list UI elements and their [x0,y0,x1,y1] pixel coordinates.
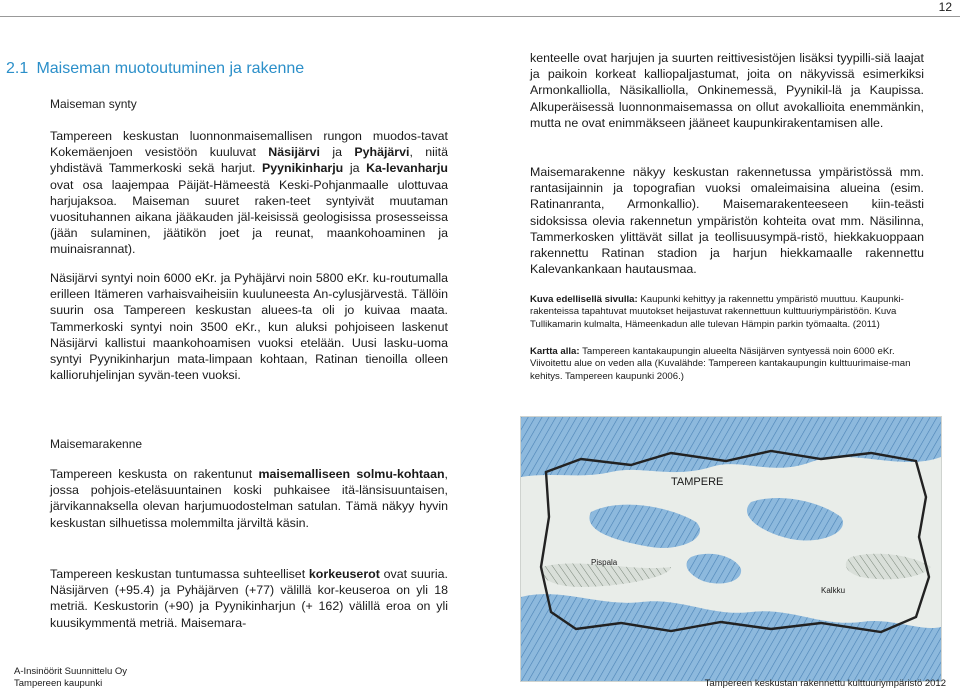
map-label-pispala: Pispala [591,558,618,567]
paragraph-maiseman-synty [50,128,448,258]
caption-previous-page-image [530,294,924,331]
historical-map-image [520,416,942,682]
paragraph-kallioalueet: kenteelle ovat harjujen ja suurten reittivesistöjen lisäksi tyypilli-siä laajat ja paikoin korkeat kalliopaljastumat, joita on näkyvissä esimerkiksi Armonkalliolla, Näsikalliolla, Onkinemessä, Pyynikil-lä ja Kaupissa. Alkuperäisessä luonnonmaisemassa on ollut avokallioita enemmänkin, mutta ne ovat enimmäkseen jääneet kaupunkirakentamisen alle. [530,51,924,130]
bold-text: Näsijärvi [268,145,320,160]
bold-text: Pyhäjärvi [354,145,410,160]
text-span: , jossa pohjois-eteläsuuntainen koski puhkaisee itä-länsisuuntaisen, järvikannaksella olevan harjumuodostelman satulan. Tämä näkyy hyvin keskustan silhuetissa molemmilta järviltä käsin. [50,467,448,530]
footer-company: A-Insinöörit Suunnittelu Oy [14,666,128,677]
text-span: ovat suuria. Näsijärven (+95.4) ja Pyhäjärven (+77) välillä kor-keuseroa on yli 18 metriä. Keskustorin (+90) ja Pyynikinharjun (+ 162) välillä eroa on yli kuusikymmentä metriä. Maisemara- [50,567,448,630]
section-heading [6,60,304,78]
top-divider [0,16,960,17]
map-illustration [521,417,941,681]
bold-text: Ka-levanharju [366,161,449,176]
subheading-maiseman-synty: Maiseman synty [50,97,137,111]
text-span: Tampereen keskustan luonnonmaisemallisen rungon muodos-tavat Kokemäenjoen vesistöön kuuluvat [50,129,448,160]
bold-text: maisemalliseen solmu-kohtaan [258,467,445,481]
bold-text: Pyynikinharju [262,161,344,176]
paragraph-korkeuserot [50,566,448,631]
text-span: ovat osa laajempaa Päijät-Hämeestä Keski-Pohjanmaalle ulottuvaa harjujaksoa. Maiseman suuret raken-teet syntyivät muutaman vuosituhannen aikana jääkauden jäl-keisissä geologisissa prosesseissa (jään sulaminen, jäätikön joet ja reunat, maankohoaminen ja muinaisrannat). [50,177,448,257]
footer-left [14,666,127,690]
map-label-tampere: TAMPERE [671,476,724,488]
text-span: Tampereen keskusta on rakentunut [50,467,259,481]
page-number: 12 [938,0,952,14]
footer-document-title: Tampereen keskustan rakennettu kulttuuriympäristö 2012 [704,678,946,689]
caption-text: Tampereen kantakaupungin alueelta Näsijärven syntyessä noin 6000 eKr. Viivoitettu alue on veden alla (Kuvalähde: Tampereen kantakaupungin kulttuurimaise-man kehitys. Tampereen kaupunki 2006.) [530,346,911,382]
section-number: 2.1 [6,60,29,77]
section-title: Maiseman muotoutuminen ja rakenne [36,60,305,77]
map-label-kalkku: Kalkku [821,586,846,595]
subheading-maisemarakenne: Maisemarakenne [50,437,143,451]
caption-title: Kuva edellisellä sivulla: [530,294,638,305]
paragraph-nasijarvi: Näsijärvi syntyi noin 6000 eKr. ja Pyhäjärvi noin 5800 eKr. ku-routumalla erilleen Itämeren varhaisvaiheisiin kuuluneesta An-cylusjärvestä. Tällöin suurin osa Tampereen keskustan aluees-ta oli jo kuivaa maata. Tammerkoski syntyi noin 3500 eKr., kun aluksi pohjoiseen laskenut Näsijärvi kallistui maankohoamisen vuoksi etelään. Uusi lasku-uoma syntyi Pyynikinharjun mata-limpaan kohtaan, Ratinan tienoilla olleen kallioruhjelinjan syvän-teen vuoksi. [50,271,448,383]
paragraph-maisemarakenne [50,466,448,531]
paragraph-rakennettu-ymparisto: Maisemarakenne näkyy keskustan rakennetussa ympäristössä mm. rantasijainnin ja topografian vuoksi omaleimaisina alueina (esim. Ratinanranta, Armonkallio). Maisemarakenteeseen kiin-teästi sidoksissa olevia rakennetun ympäristön kohteita ovat mm. Näsilinna, Tammerkosken ylittävät sillat ja teollisuusympä-ristö, hiekkakuoppaan rakennettu Ratinan stadion ja harjun hiekkamaalle rakennettu Kalevankankaan hautausmaa. [530,165,924,277]
text-span: ja [343,161,367,176]
caption-map [530,346,924,383]
caption-text: Kaupunki kehittyy ja rakennettu ympäristö muuttuu. Kaupunki-rakenteissa tapahtuvat muutokset heijastuvat rakennettuun kulttuuriympäristöön. Kuva Tullikamarin kulmalta, Hämeenkadun alle tulevan Hämpin parkin työmaalta. (2011) [530,294,904,330]
footer-client: Tampereen kaupunki [14,678,103,689]
bold-text: korkeuserot [308,567,380,581]
caption-title: Kartta alla: [530,346,580,357]
text-span: Tampereen keskustan tuntumassa suhteelliset [50,567,309,581]
text-span: , niitä yhdistävä Tammerkoski sekä harjut. [50,145,448,176]
text-span: ja [319,145,355,160]
